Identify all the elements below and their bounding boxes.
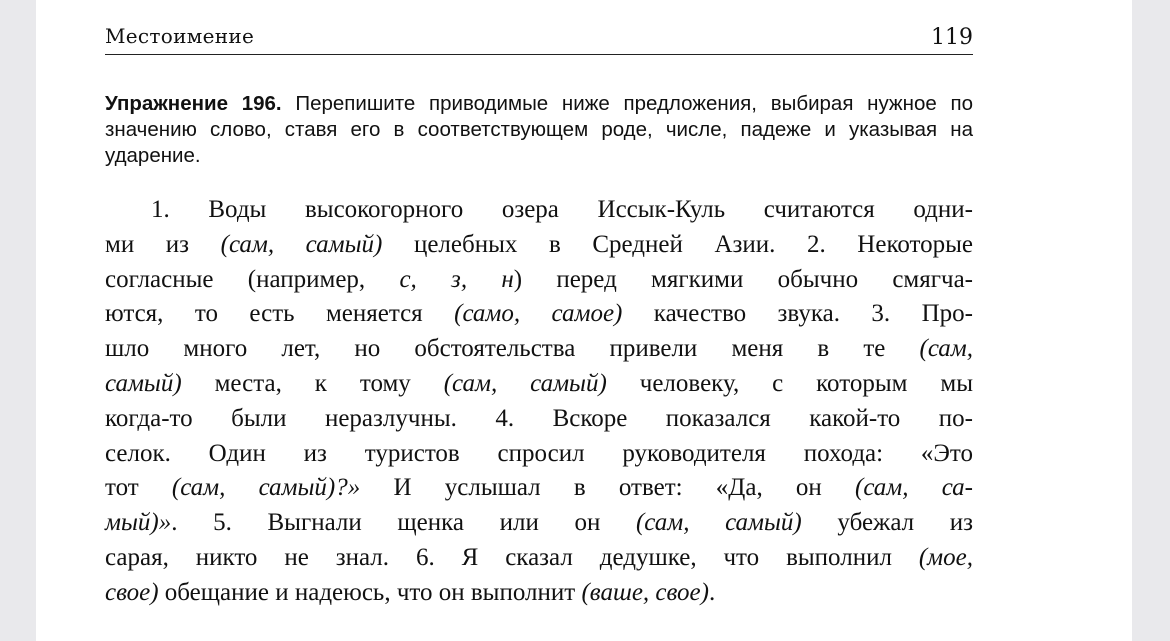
text-fragment: 1. Воды высокогорного озера Иссык-Куль считаются одни- [151,196,973,223]
text-fragment: убежал из [801,509,974,537]
text-fragment: ются, то есть меняется [105,300,455,328]
text-line [105,576,973,611]
choice-option: самый) [105,369,182,397]
text-line [105,437,973,472]
text-line [105,541,973,576]
choice-option: (само, самое) [454,300,623,328]
choice-option: свое) [105,578,159,606]
text-line [105,367,973,402]
choice-option: (сам, са- [855,474,973,502]
text-fragment: . [708,578,716,606]
exercise-instruction [105,91,973,169]
page-header [105,20,973,55]
text-fragment: шло много лет, но обстоятельства привели меня в те [105,335,920,363]
choice-option: (мое, [918,543,973,571]
text-line [105,297,973,332]
choice-option: (сам, самый) [635,509,802,537]
choice-option: (сам, самый) [443,369,607,397]
exercise-sentences [105,193,973,611]
text-fragment: тот [105,474,172,502]
text-fragment: качество звука. 3. Про- [622,300,973,328]
text-fragment: селок. Один из туристов спросил руководителя похода: «Это [105,439,973,467]
choice-option: (сам, [919,335,973,363]
choice-option: (сам, самый)?» [171,474,361,502]
text-fragment: целебных в Средней Азии. 2. Некоторые [382,230,973,258]
text-fragment: И услышал в ответ: «Да, он [360,474,856,502]
text-line [105,332,973,367]
text-line [105,228,973,263]
text-line [105,263,973,298]
text-line [105,402,973,437]
text-fragment: . 5. Выгнали щенка или он [171,509,636,537]
exercise-label: Упражнение 196. [105,92,282,115]
text-fragment: обещание и надеюсь, что он выполнит [158,578,582,606]
text-fragment: ) перед мягкими обычно смягча- [513,265,973,293]
choice-option: (ваше, свое) [581,578,709,606]
exercise-instruction-text: Перепишите приводимые ниже предложения, выбирая нужное по значению слово, ставя его в соответствующем роде, числе, падеже и указывая на ударение. [105,92,973,167]
text-fragment: согласные (например, [105,265,400,293]
text-line [105,193,973,228]
text-fragment: сарая, никто не знал. 6. Я сказал дедушке, что выполнил [105,543,919,571]
choice-option: с, з, н [399,265,514,293]
text-fragment: когда-то были неразлучны. 4. Вскоре показался какой-то по- [105,404,973,432]
text-line [105,506,973,541]
text-fragment: места, к тому [181,369,444,397]
section-title: Местоимение [105,24,255,48]
choice-option: (сам, самый) [220,230,383,258]
text-fragment: человеку, с которым мы [606,369,973,397]
choice-option: мый)» [105,509,172,537]
text-line [105,471,973,506]
page-number: 119 [931,25,973,50]
text-fragment: ми из [105,230,221,258]
